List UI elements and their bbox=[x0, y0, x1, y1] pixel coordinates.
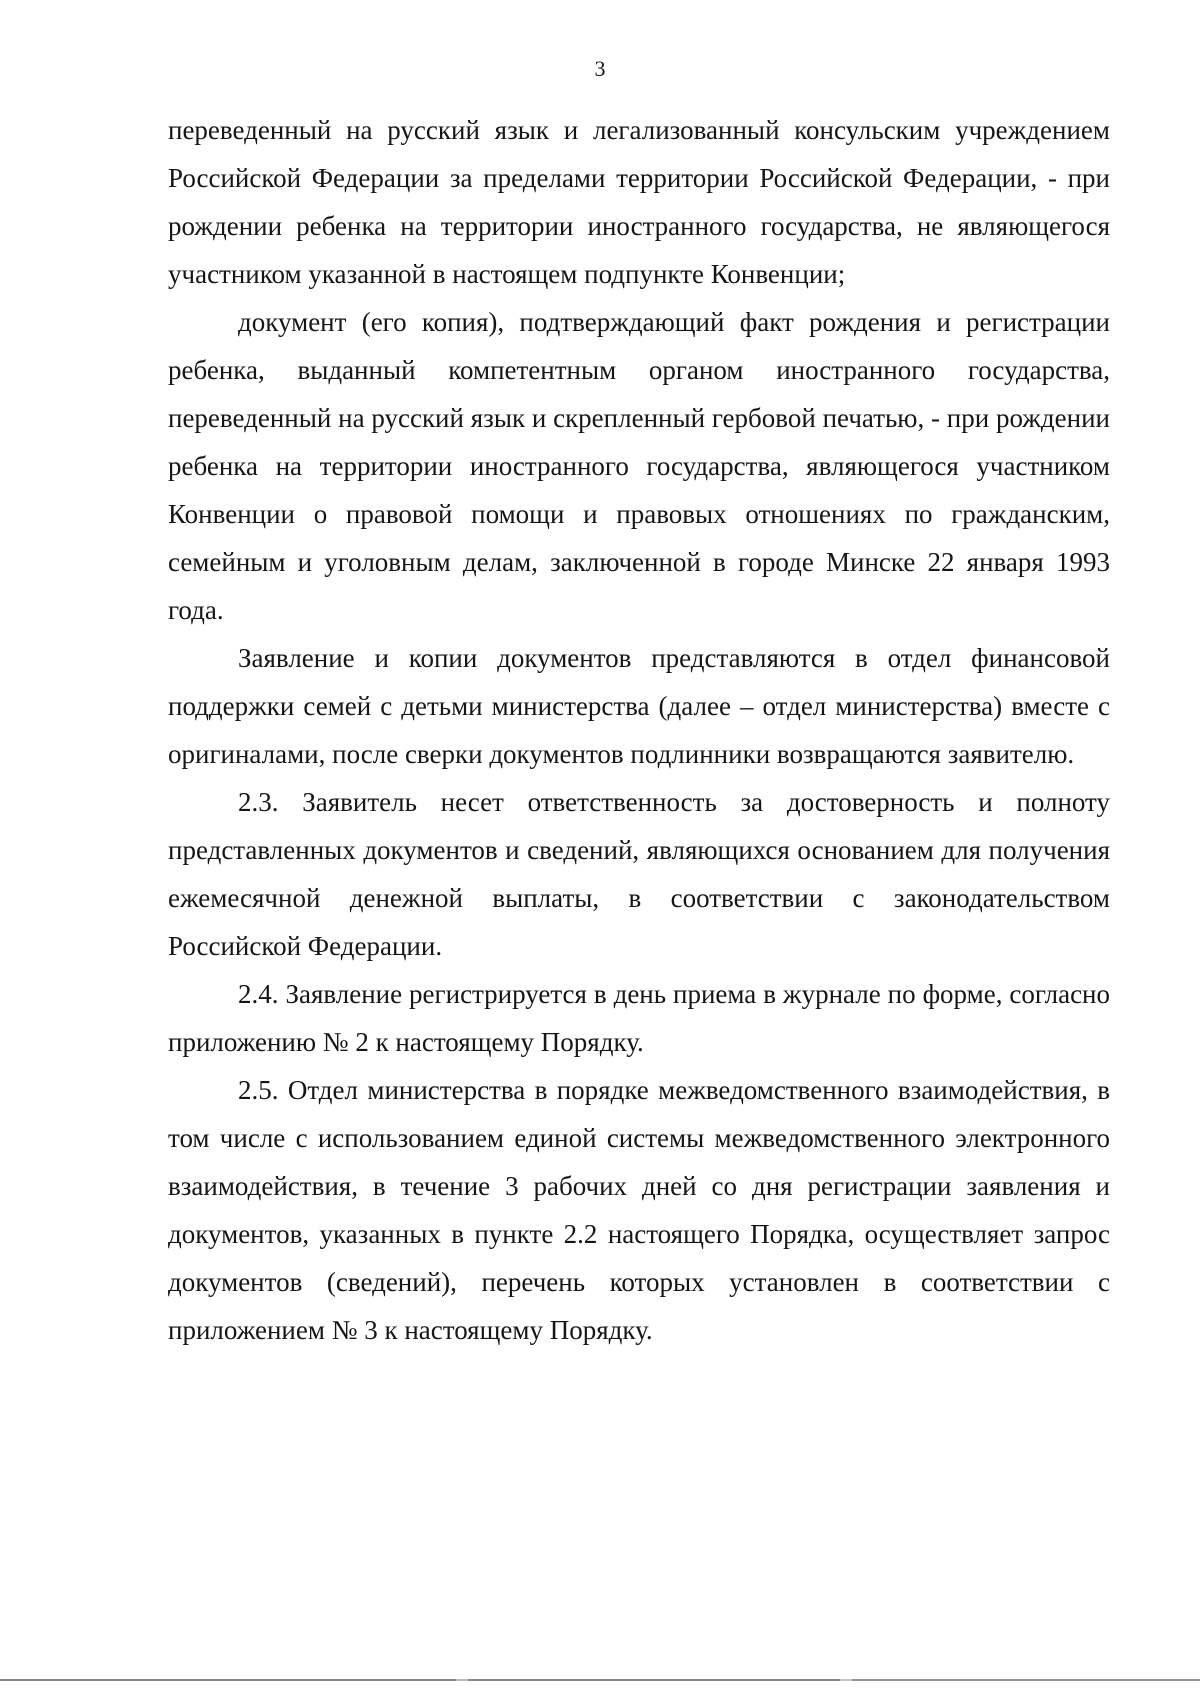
paragraph-2-5: 2.5. Отдел министерства в порядке межведомственного взаимодействия, в том числе с использованием единой системы межведомственного электронного взаимодействия, в течение 3 рабочих дней со дня регистрации заявления и документов, указанных в пункте 2.2 настоящего Порядка, осуществляет запрос документов (сведений), перечень которых установлен в соответствии с приложением № 3 к настоящему Порядку. bbox=[168, 1075, 1110, 1345]
paragraph-2-3: 2.3. Заявитель несет ответственность за достоверность и полноту представленных документов и сведений, являющихся основанием для получения ежемесячной денежной выплаты, в соответствии с законодательством Российской Федерации. bbox=[168, 787, 1110, 961]
scan-edge-line bbox=[0, 1679, 1200, 1681]
paragraph-continuation: переведенный на русский язык и легализованный консульским учреждением Российской Федерации за пределами территории Российской Федерации, - при рождении ребенка на территории иностранного государства, не являющегося участником указанной в настоящем подпункте Конвенции; bbox=[168, 115, 1110, 289]
paragraph-2-4: 2.4. Заявление регистрируется в день приема в журнале по форме, согласно приложению № 2 к настоящему Порядку. bbox=[168, 979, 1110, 1057]
paragraph-application-submission: Заявление и копии документов представляются в отдел финансовой поддержки семей с детьми министерства (далее – отдел министерства) вместе с оригиналами, после сверки документов подлинники возвращаются заявителю. bbox=[168, 643, 1110, 769]
paragraph-birth-document: документ (его копия), подтверждающий факт рождения и регистрации ребенка, выданный компетентным органом иностранного государства, переведенный на русский язык и скрепленный гербовой печатью, - при рождении ребенка на территории иностранного государства, являющегося участником Конвенции о правовой помощи и правовых отношениях по гражданским, семейным и уголовным делам, заключенной в городе Минске 22 января 1993 года. bbox=[168, 307, 1110, 625]
document-body bbox=[168, 106, 1110, 1354]
page-number: 3 bbox=[594, 56, 606, 81]
